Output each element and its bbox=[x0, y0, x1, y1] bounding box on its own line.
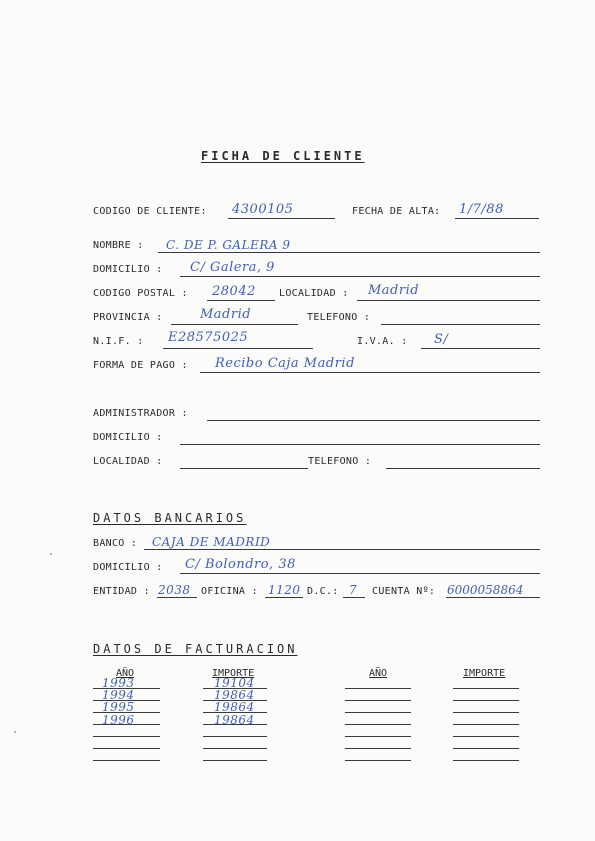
banco-value: CAJA DE MADRID bbox=[152, 535, 271, 549]
page-title: FICHA DE CLIENTE bbox=[201, 149, 365, 163]
provincia-line bbox=[171, 324, 298, 325]
billing-grid-line bbox=[345, 700, 411, 701]
forma-pago-line bbox=[200, 372, 540, 373]
bank-domicilio-value: C/ Bolondro, 38 bbox=[185, 557, 296, 572]
oficina-label: OFICINA : bbox=[201, 586, 258, 597]
billing-amount-1: 19104 bbox=[214, 676, 255, 690]
telefono-line bbox=[381, 324, 540, 325]
codigo-postal-value: 28042 bbox=[212, 284, 256, 299]
fecha-alta-label: FECHA DE ALTA: bbox=[352, 206, 441, 217]
billing-year-3: 1995 bbox=[102, 700, 135, 714]
billing-year-1: 1993 bbox=[102, 676, 135, 690]
billing-grid-line bbox=[345, 760, 411, 761]
fecha-alta-value: 1/7/88 bbox=[459, 202, 504, 217]
dc-label: D.C.: bbox=[307, 586, 339, 597]
billing-grid-line bbox=[345, 748, 411, 749]
billing-amount-4: 19864 bbox=[214, 713, 255, 727]
billing-grid-line bbox=[203, 748, 267, 749]
banco-line bbox=[144, 549, 540, 550]
oficina-value: 1120 bbox=[268, 583, 301, 597]
domicilio-line bbox=[180, 276, 540, 277]
entidad-label: ENTIDAD : bbox=[93, 586, 150, 597]
col-amount-right: IMPORTE bbox=[463, 668, 506, 679]
cuenta-line bbox=[446, 597, 540, 598]
oficina-line bbox=[265, 597, 303, 598]
nif-line bbox=[163, 348, 313, 349]
administrador-label: ADMINISTRADOR : bbox=[93, 408, 188, 419]
col-amount-left: IMPORTE bbox=[212, 668, 255, 679]
nombre-line bbox=[158, 252, 540, 253]
billing-heading: DATOS DE FACTURACION bbox=[93, 642, 298, 656]
billing-grid-line bbox=[453, 736, 519, 737]
provincia-label: PROVINCIA : bbox=[93, 312, 163, 323]
billing-amount-2: 19864 bbox=[214, 688, 255, 702]
iva-value: S/ bbox=[434, 332, 449, 347]
billing-grid-line bbox=[93, 760, 160, 761]
localidad-line bbox=[357, 300, 540, 301]
nif-value: E28575025 bbox=[168, 330, 249, 345]
admin-telefono-line bbox=[386, 468, 540, 469]
billing-grid-line bbox=[203, 760, 267, 761]
admin-telefono-label: TELEFONO : bbox=[308, 456, 372, 467]
administrador-line bbox=[207, 420, 540, 421]
forma-pago-value: Recibo Caja Madrid bbox=[215, 356, 355, 371]
domicilio-value: C/ Galera, 9 bbox=[190, 260, 275, 275]
billing-year-4: 1996 bbox=[102, 713, 135, 727]
billing-grid-line bbox=[453, 712, 519, 713]
bank-domicilio-line bbox=[180, 573, 540, 574]
scan-speck bbox=[50, 553, 52, 555]
billing-amount-3: 19864 bbox=[214, 700, 255, 714]
dc-line bbox=[343, 597, 365, 598]
billing-grid-line bbox=[453, 760, 519, 761]
entidad-value: 2038 bbox=[158, 583, 191, 597]
dc-value: 7 bbox=[349, 583, 358, 597]
iva-line bbox=[421, 348, 540, 349]
billing-grid-line bbox=[453, 748, 519, 749]
scan-speck bbox=[14, 731, 16, 733]
telefono-label: TELEFONO : bbox=[307, 312, 371, 323]
codigo-cliente-line bbox=[228, 218, 335, 219]
cuenta-label: CUENTA Nº: bbox=[372, 586, 436, 597]
billing-grid-line bbox=[453, 688, 519, 689]
billing-grid-line bbox=[345, 712, 411, 713]
nombre-label: NOMBRE : bbox=[93, 240, 144, 251]
cuenta-value: 6000058864 bbox=[447, 583, 524, 597]
admin-localidad-line bbox=[180, 468, 308, 469]
billing-grid-line bbox=[93, 748, 160, 749]
billing-grid-line bbox=[345, 724, 411, 725]
banco-label: BANCO : bbox=[93, 538, 138, 549]
admin-domicilio-label: DOMICILIO : bbox=[93, 432, 163, 443]
billing-grid-line bbox=[93, 736, 160, 737]
forma-pago-label: FORMA DE PAGO : bbox=[93, 360, 188, 371]
billing-grid-line bbox=[453, 724, 519, 725]
domicilio-label: DOMICILIO : bbox=[93, 264, 163, 275]
billing-grid-line bbox=[345, 736, 411, 737]
entidad-line bbox=[157, 597, 197, 598]
admin-localidad-label: LOCALIDAD : bbox=[93, 456, 163, 467]
localidad-label: LOCALIDAD : bbox=[279, 288, 349, 299]
billing-year-2: 1994 bbox=[102, 688, 135, 702]
col-year-right: AÑO bbox=[369, 668, 388, 679]
fecha-alta-line bbox=[455, 218, 539, 219]
nombre-value: C. DE P. GALERA 9 bbox=[166, 238, 291, 252]
admin-domicilio-line bbox=[180, 444, 540, 445]
bank-heading: DATOS BANCARIOS bbox=[93, 511, 247, 525]
localidad-value: Madrid bbox=[368, 283, 420, 298]
codigo-postal-line bbox=[207, 300, 275, 301]
billing-grid-line bbox=[203, 736, 267, 737]
iva-label: I.V.A. : bbox=[357, 336, 408, 347]
codigo-cliente-label: CODIGO DE CLIENTE: bbox=[93, 206, 207, 217]
provincia-value: Madrid bbox=[200, 307, 252, 322]
codigo-postal-label: CODIGO POSTAL : bbox=[93, 288, 188, 299]
nif-label: N.I.F. : bbox=[93, 336, 144, 347]
billing-grid-line bbox=[345, 688, 411, 689]
bank-domicilio-label: DOMICILIO : bbox=[93, 562, 163, 573]
billing-grid-line bbox=[453, 700, 519, 701]
codigo-cliente-value: 4300105 bbox=[232, 202, 294, 217]
col-year-left: AÑO bbox=[116, 668, 135, 679]
